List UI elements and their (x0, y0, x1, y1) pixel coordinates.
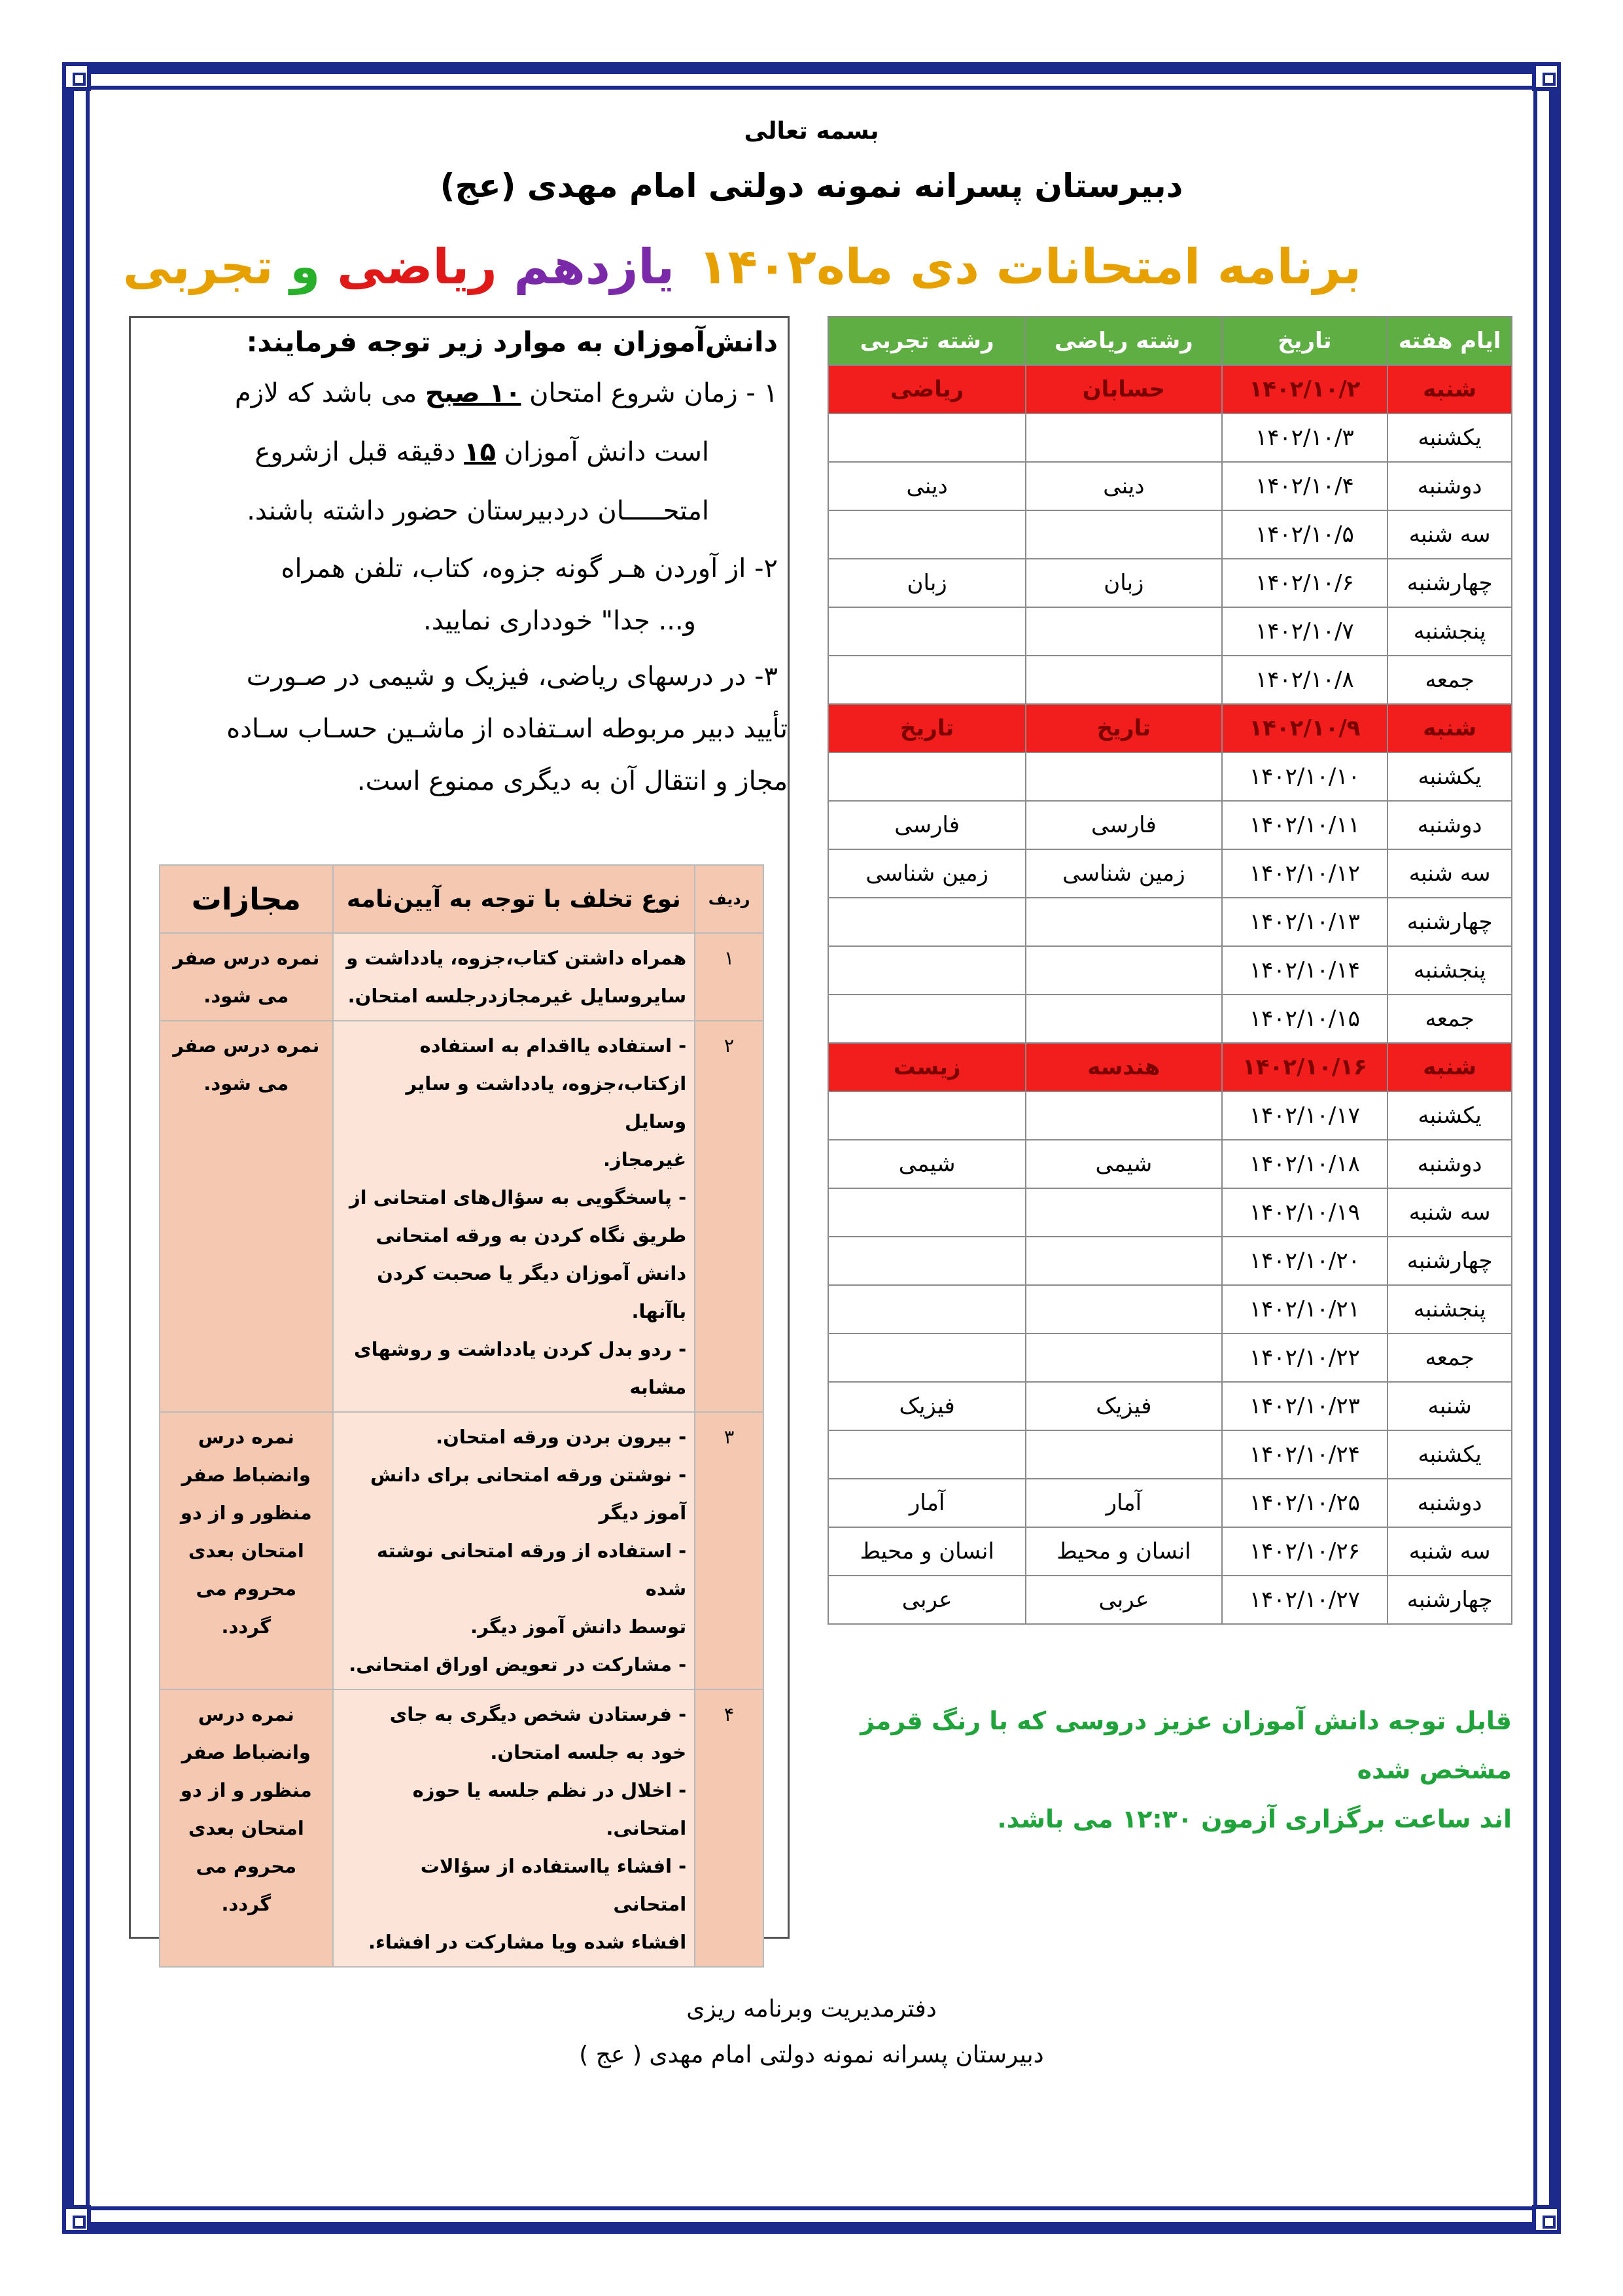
schedule-cell-date: ۱۴۰۲/۱۰/۱۳ (1222, 898, 1388, 946)
violation-penalty-line: منظور و از دو (180, 1779, 312, 1801)
schedule-cell-exp (828, 510, 1026, 559)
schedule-row (828, 1382, 1512, 1430)
violation-penalty-line: امتحان بعدی (188, 1817, 304, 1839)
schedule-cell-date: ۱۴۰۲/۱۰/۹ (1222, 704, 1388, 752)
violation-penalty-line: نمره درس (198, 1426, 294, 1448)
schedule-cell-date: ۱۴۰۲/۱۰/۱۰ (1222, 752, 1388, 801)
schedule-cell-date: ۱۴۰۲/۱۰/۲۴ (1222, 1430, 1388, 1479)
grade-title-part: تجربی (122, 239, 273, 295)
schedule-cell-exp: ریاضی (828, 365, 1026, 414)
schedule-cell-day: چهارشنبه (1387, 1576, 1512, 1624)
notice-line: اند ساعت برگزاری آزمون ۱۲:۳۰ می باشد. (997, 1805, 1512, 1833)
schedule-cell-day: پنجشنبه (1387, 946, 1512, 995)
schedule-cell-date: ۱۴۰۲/۱۰/۱۹ (1222, 1188, 1388, 1237)
schedule-row (828, 1333, 1512, 1382)
schedule-cell-exp (828, 995, 1026, 1043)
exam-schedule-table (828, 316, 1512, 1625)
violation-type-line: طریق نگاه کردن به ورقه امتحانی (375, 1224, 687, 1246)
violation-penalty (160, 933, 333, 1021)
rule-1-line (255, 437, 709, 467)
bismillah-heading: بسمه تعالی (744, 118, 879, 145)
schedule-cell-day: یکشنبه (1387, 1091, 1512, 1140)
schedule-cell-date: ۱۴۰۲/۱۰/۸ (1222, 656, 1388, 704)
schedule-cell-math (1026, 656, 1221, 704)
schedule-row (828, 946, 1512, 995)
violation-penalty-line: امتحان بعدی (188, 1540, 304, 1562)
schedule-cell-math (1026, 1091, 1221, 1140)
schedule-cell-date: ۱۴۰۲/۱۰/۲۱ (1222, 1285, 1388, 1333)
schedule-cell-exp: زیست (828, 1043, 1026, 1091)
violation-type-line: سایروسایل غیرمجازدرجلسه امتحان. (347, 985, 687, 1007)
schedule-cell-day: دوشنبه (1387, 801, 1512, 849)
violation-type-line: - نوشتن ورقه امتحانی برای دانش (370, 1464, 687, 1486)
schedule-cell-math (1026, 1333, 1221, 1382)
schedule-row (828, 801, 1512, 849)
violation-row (160, 1689, 763, 1967)
schedule-cell-day: یکشنبه (1387, 1430, 1512, 1479)
schedule-cell-date: ۱۴۰۲/۱۰/۱۶ (1222, 1043, 1388, 1091)
schedule-cell-day: چهارشنبه (1387, 1237, 1512, 1285)
schedule-cell-date: ۱۴۰۲/۱۰/۱۴ (1222, 946, 1388, 995)
schedule-cell-math: شیمی (1026, 1140, 1221, 1188)
violation-type-line: - فرستادن شخص دیگری به جای (389, 1703, 687, 1725)
violation-type (333, 1412, 695, 1689)
violation-type (333, 933, 695, 1021)
schedule-cell-exp: عربی (828, 1576, 1026, 1624)
schedule-cell-exp: تاریخ (828, 704, 1026, 752)
schedule-cell-date: ۱۴۰۲/۱۰/۱۷ (1222, 1091, 1388, 1140)
rule-text: است دانش آموزان (495, 437, 709, 467)
schedule-cell-exp (828, 414, 1026, 462)
violation-type-line: - اخلال در نظم جلسه یا حوزه (412, 1779, 687, 1801)
schedule-row (828, 752, 1512, 801)
schedule-cell-math: فیزیک (1026, 1382, 1221, 1430)
violation-number: ۱ (695, 933, 763, 1021)
rule-3-line: تأیید دبیر مربوطه اسـتفاده از ماشـین حسـاب سـاده (226, 714, 788, 744)
schedule-cell-math (1026, 898, 1221, 946)
schedule-cell-day: شنبه (1387, 365, 1512, 414)
violation-type-line: امتحانی. (606, 1817, 687, 1839)
violation-type-line: - استفاده یااقدام به استفاده (419, 1034, 687, 1057)
corner-ornament-icon (1532, 62, 1561, 91)
schedule-cell-exp (828, 946, 1026, 995)
schedule-cell-math (1026, 1285, 1221, 1333)
schedule-cell-math (1026, 1188, 1221, 1237)
schedule-cell-day: سه شنبه (1387, 1527, 1512, 1576)
schedule-row (828, 1576, 1512, 1624)
violation-penalty-line: گردد. (221, 1893, 271, 1915)
schedule-cell-day: سه شنبه (1387, 1188, 1512, 1237)
violation-penalty-line: نمره درس صفر (173, 1034, 320, 1057)
rule-text: ۱ - زمان شروع امتحان (521, 378, 778, 408)
schedule-row (828, 1527, 1512, 1576)
schedule-cell-day: جمعه (1387, 995, 1512, 1043)
schedule-cell-exp (828, 1091, 1026, 1140)
rule-emphasis: ۱۰ صبح (425, 378, 521, 408)
rules-box (129, 316, 790, 1953)
rule-2-line: و... جدا" خودداری نمایید. (423, 606, 696, 636)
schedule-cell-date: ۱۴۰۲/۱۰/۱۲ (1222, 849, 1388, 898)
rules-title: دانش‌آموزان به موارد زیر توجه فرمایند: (246, 326, 778, 358)
schedule-cell-day: چهارشنبه (1387, 559, 1512, 607)
violation-type-line: آموز دیگر (599, 1502, 687, 1524)
schedule-cell-date: ۱۴۰۲/۱۰/۵ (1222, 510, 1388, 559)
schedule-row (828, 1479, 1512, 1527)
schedule-cell-day: دوشنبه (1387, 462, 1512, 510)
schedule-row (828, 510, 1512, 559)
violation-number: ۲ (695, 1021, 763, 1412)
schedule-cell-day: یکشنبه (1387, 414, 1512, 462)
violation-type-line: افشاء شده ویا مشارکت در افشاء. (368, 1931, 687, 1953)
schedule-cell-exp (828, 1237, 1026, 1285)
schedule-cell-math: انسان و محیط (1026, 1527, 1221, 1576)
schedule-row (828, 1188, 1512, 1237)
schedule-cell-date: ۱۴۰۲/۱۰/۲ (1222, 365, 1388, 414)
schedule-cell-exp: انسان و محیط (828, 1527, 1026, 1576)
header-weekday: ایام هفته (1387, 317, 1512, 365)
violations-table (159, 864, 764, 1968)
violation-type-line: - ردو بدل کردن یادداشت و روشهای (354, 1338, 687, 1360)
violation-type-line: باآنها. (631, 1300, 687, 1322)
rule-emphasis: ۱۵ (464, 437, 496, 467)
footer-school: دبیرستان پسرانه نمونه دولتی امام مهدی ( عج ) (579, 2041, 1044, 2068)
schedule-cell-date: ۱۴۰۲/۱۰/۲۷ (1222, 1576, 1388, 1624)
schedule-header-row (828, 317, 1512, 365)
grade-title (123, 239, 674, 295)
violation-row (160, 933, 763, 1021)
violation-penalty-line: نمره درس صفر (173, 947, 320, 969)
corner-ornament-icon (1532, 2205, 1561, 2234)
schedule-cell-date: ۱۴۰۲/۱۰/۲۶ (1222, 1527, 1388, 1576)
rule-text: می باشد که لازم (235, 378, 425, 408)
corner-ornament-icon (62, 2205, 91, 2234)
schedule-cell-date: ۱۴۰۲/۱۰/۳ (1222, 414, 1388, 462)
violation-penalty-line: وانضباط صفر (181, 1741, 311, 1763)
schedule-cell-exp (828, 656, 1026, 704)
schedule-cell-day: شنبه (1387, 704, 1512, 752)
violation-type-line: - بیرون بردن ورقه امتحان. (436, 1426, 687, 1448)
header-row-number: ردیف (695, 865, 763, 933)
schedule-row (828, 607, 1512, 656)
school-title: دبیرستان پسرانه نمونه دولتی امام مهدی (عج) (440, 167, 1183, 205)
rule-1-line: امتحـــــان دردبیرستان حضور داشته باشند. (247, 496, 709, 526)
schedule-cell-day: پنجشنبه (1387, 1285, 1512, 1333)
violation-type-line: توسط دانش آموز دیگر. (470, 1616, 687, 1638)
schedule-row (828, 1140, 1512, 1188)
schedule-cell-exp (828, 1188, 1026, 1237)
rule-3-line: مجاز و انتقال آن به دیگری ممنوع است. (357, 766, 788, 796)
grade-title-part: ریاضی (337, 239, 497, 295)
schedule-cell-math: زمین شناسی (1026, 849, 1221, 898)
header-date: تاریخ (1222, 317, 1388, 365)
schedule-row (828, 365, 1512, 414)
schedule-cell-date: ۱۴۰۲/۱۰/۲۰ (1222, 1237, 1388, 1285)
schedule-cell-date: ۱۴۰۲/۱۰/۲۵ (1222, 1479, 1388, 1527)
violation-penalty-line: وانضباط صفر (181, 1464, 311, 1486)
schedule-cell-exp: دینی (828, 462, 1026, 510)
violation-type (333, 1689, 695, 1967)
schedule-cell-day: سه شنبه (1387, 510, 1512, 559)
schedule-cell-math: هندسه (1026, 1043, 1221, 1091)
violation-type-line: دانش آموزان دیگر یا صحبت کردن (377, 1262, 687, 1284)
grade-title-part: یازدهم (514, 239, 674, 295)
schedule-cell-exp: فارسی (828, 801, 1026, 849)
schedule-row (828, 1430, 1512, 1479)
schedule-cell-exp (828, 607, 1026, 656)
violation-type-line: همراه داشتن کتاب،جزوه، یادداشت و (346, 947, 687, 969)
schedule-row (828, 462, 1512, 510)
rule-2-line: ۲- از آوردن هـر گونه جزوه، کتاب، تلفن همراه (281, 554, 778, 584)
schedule-row (828, 849, 1512, 898)
violation-penalty-line: محروم می (196, 1578, 297, 1600)
schedule-row (828, 414, 1512, 462)
violation-penalty-line: گردد. (221, 1616, 271, 1638)
header-violation-type: نوع تخلف با توجه به آیین‌نامه (333, 865, 695, 933)
schedule-cell-date: ۱۴۰۲/۱۰/۲۳ (1222, 1382, 1388, 1430)
notice-line: قابل توجه دانش آموزان عزیز دروسی که با رنگ قرمز مشخص شده (860, 1706, 1512, 1784)
schedule-row (828, 1043, 1512, 1091)
schedule-cell-exp (828, 1285, 1026, 1333)
violation-type-line: - افشاء یااستفاده از سؤالات امتحانی (420, 1855, 687, 1915)
schedule-cell-date: ۱۴۰۲/۱۰/۶ (1222, 559, 1388, 607)
violation-type-line: - پاسخگویی به سؤال‌های امتحانی از (349, 1186, 687, 1209)
schedule-cell-day: شنبه (1387, 1043, 1512, 1091)
schedule-cell-math (1026, 995, 1221, 1043)
schedule-cell-math (1026, 946, 1221, 995)
violation-type (333, 1021, 695, 1412)
schedule-cell-math: تاریخ (1026, 704, 1221, 752)
schedule-cell-day: یکشنبه (1387, 752, 1512, 801)
schedule-cell-math (1026, 510, 1221, 559)
schedule-cell-exp (828, 752, 1026, 801)
violation-penalty (160, 1021, 333, 1412)
schedule-cell-day: دوشنبه (1387, 1479, 1512, 1527)
schedule-row (828, 898, 1512, 946)
notice-text (792, 1697, 1512, 1844)
schedule-cell-math (1026, 414, 1221, 462)
schedule-cell-date: ۱۴۰۲/۱۰/۱۵ (1222, 995, 1388, 1043)
schedule-cell-math (1026, 607, 1221, 656)
schedule-cell-exp (828, 1333, 1026, 1382)
schedule-cell-exp: زبان (828, 559, 1026, 607)
schedule-cell-date: ۱۴۰۲/۱۰/۷ (1222, 607, 1388, 656)
violation-number: ۴ (695, 1689, 763, 1967)
footer-office: دفترمدیریت وبرنامه ریزی (686, 1996, 937, 2022)
schedule-cell-day: جمعه (1387, 1333, 1512, 1382)
violation-type-line: ازکتاب،جزوه، یادداشت و سایر وسایل (406, 1072, 687, 1133)
schedule-cell-math (1026, 752, 1221, 801)
schedule-cell-day: چهارشنبه (1387, 898, 1512, 946)
schedule-cell-math: آمار (1026, 1479, 1221, 1527)
schedule-cell-date: ۱۴۰۲/۱۰/۲۲ (1222, 1333, 1388, 1382)
schedule-cell-date: ۱۴۰۲/۱۰/۴ (1222, 462, 1388, 510)
grade-title-part: و (290, 239, 321, 295)
violation-penalty-line: نمره درس (198, 1703, 294, 1725)
schedule-cell-exp (828, 898, 1026, 946)
schedule-row (828, 656, 1512, 704)
schedule-cell-math: حسابان (1026, 365, 1221, 414)
corner-ornament-icon (62, 62, 91, 91)
header-experimental: رشته تجربی (828, 317, 1026, 365)
schedule-row (828, 1237, 1512, 1285)
schedule-cell-math (1026, 1237, 1221, 1285)
schedule-cell-day: سه شنبه (1387, 849, 1512, 898)
violation-penalty (160, 1689, 333, 1967)
schedule-cell-math: زبان (1026, 559, 1221, 607)
rule-1-line (235, 378, 778, 408)
header-penalty: مجازات (160, 865, 333, 933)
schedule-cell-exp (828, 1430, 1026, 1479)
violation-type-line: مشابه (629, 1376, 687, 1398)
schedule-row (828, 559, 1512, 607)
violation-type-line: غیرمجاز. (603, 1148, 687, 1171)
violation-row (160, 1412, 763, 1689)
schedule-cell-exp: فیزیک (828, 1382, 1026, 1430)
schedule-title: برنامه امتحانات دی ماه۱۴۰۲ (698, 239, 1361, 295)
schedule-cell-day: شنبه (1387, 1382, 1512, 1430)
schedule-cell-date: ۱۴۰۲/۱۰/۱۸ (1222, 1140, 1388, 1188)
violation-penalty-line: می شود. (203, 985, 289, 1007)
schedule-cell-math: دینی (1026, 462, 1221, 510)
violation-number: ۳ (695, 1412, 763, 1689)
schedule-cell-exp: زمین شناسی (828, 849, 1026, 898)
violation-penalty-line: منظور و از دو (180, 1502, 312, 1524)
schedule-cell-day: دوشنبه (1387, 1140, 1512, 1188)
schedule-cell-exp: آمار (828, 1479, 1026, 1527)
violation-type-line: - استفاده از ورقه امتحانی نوشته شده (376, 1540, 687, 1600)
rule-3-line: ۳- در درسهای ریاضی، فیزیک و شیمی در صـورت (246, 662, 778, 692)
schedule-cell-day: جمعه (1387, 656, 1512, 704)
violations-header-row (160, 865, 763, 933)
schedule-cell-exp: شیمی (828, 1140, 1026, 1188)
header-math: رشته ریاضی (1026, 317, 1221, 365)
violation-penalty-line: محروم می (196, 1855, 297, 1877)
schedule-cell-math: فارسی (1026, 801, 1221, 849)
schedule-cell-math: عربی (1026, 1576, 1221, 1624)
violation-penalty-line: می شود. (203, 1072, 289, 1095)
schedule-cell-math (1026, 1430, 1221, 1479)
schedule-row (828, 1285, 1512, 1333)
violation-row (160, 1021, 763, 1412)
schedule-cell-date: ۱۴۰۲/۱۰/۱۱ (1222, 801, 1388, 849)
violation-type-line: خود به جلسه امتحان. (490, 1741, 687, 1763)
schedule-row (828, 995, 1512, 1043)
schedule-row (828, 1091, 1512, 1140)
rule-text: دقیقه قبل ازشروع (254, 437, 464, 467)
schedule-row (828, 704, 1512, 752)
violation-type-line: - مشارکت در تعویض اوراق امتحانی. (349, 1653, 687, 1676)
violation-penalty (160, 1412, 333, 1689)
schedule-cell-day: پنجشنبه (1387, 607, 1512, 656)
